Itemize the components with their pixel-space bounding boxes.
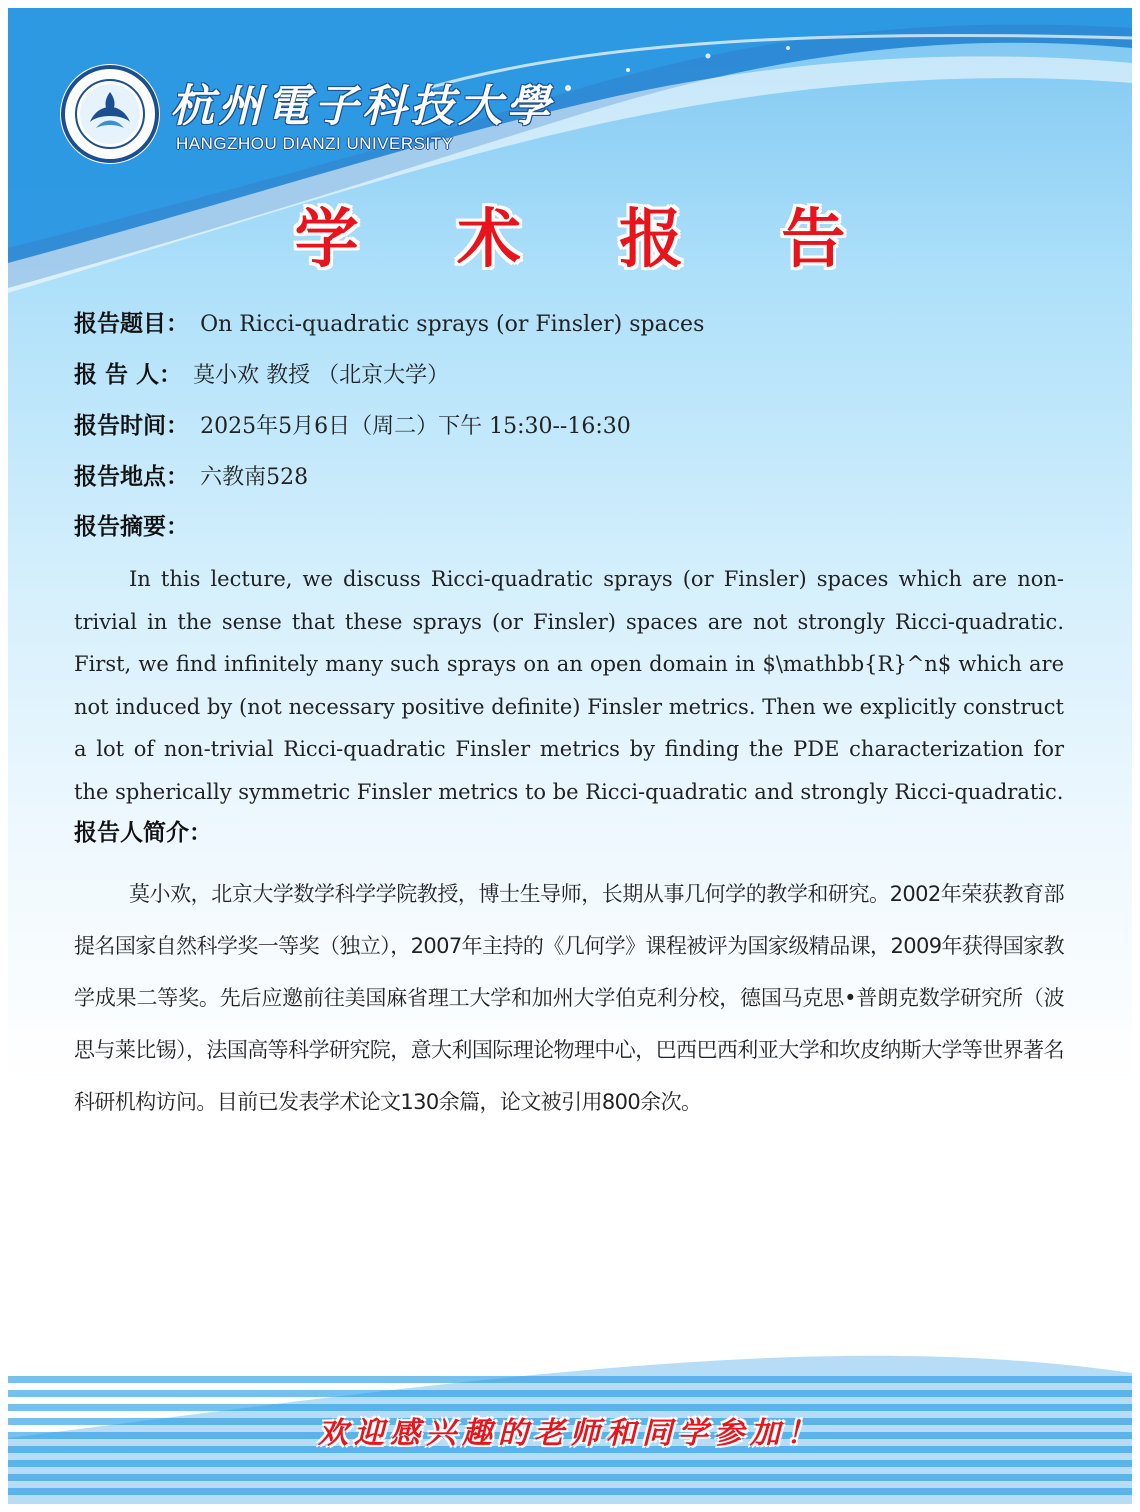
place-label: 报告地点： bbox=[74, 464, 189, 490]
topic-row bbox=[74, 304, 1064, 355]
bio-label: 报告人简介： bbox=[74, 820, 212, 846]
info-section bbox=[74, 304, 1064, 508]
topic-label: 报告题目： bbox=[74, 311, 189, 337]
university-name-en: HANGZHOU DIANZI UNIVERSITY bbox=[176, 134, 454, 153]
time-label: 报告时间： bbox=[74, 413, 189, 439]
place-value: 六教南528 bbox=[200, 465, 309, 490]
university-name-cn: 杭州電子科技大學 bbox=[170, 81, 554, 132]
footer-slogan: 欢迎感兴趣的老师和同学参加！ bbox=[318, 1416, 822, 1451]
time-value: 2025年5月6日（周二）下午 15:30--16:30 bbox=[200, 414, 631, 439]
speaker-row bbox=[74, 355, 1064, 406]
speaker-value: 莫小欢 教授 （北京大学） bbox=[193, 363, 450, 388]
bio-text: 莫小欢，北京大学数学科学学院教授，博士生导师，长期从事几何学的教学和研究。2002年荣获教育部提名国家自然科学奖一等奖（独立），2007年主持的《几何学》课程被评为国家级精品课，2009年获得国家教学成果二等奖。先后应邀前往美国麻省理工大学和加州大学伯克利分校，德国马克思•普朗克数学研究所（波思与莱比锡），法国高等科学研究院，意大利国际理论物理中心，巴西巴西利亚大学和坎皮纳斯大学等世界著名科研机构访问。目前已发表学术论文130余篇，论文被引用800余次。 bbox=[74, 882, 1064, 1114]
page-title: 学 术 报 告 bbox=[294, 203, 884, 277]
abstract-label: 报告摘要： bbox=[74, 514, 189, 540]
university-logo-block bbox=[58, 62, 554, 172]
university-seal-icon bbox=[58, 62, 162, 166]
time-row bbox=[74, 406, 1064, 457]
abstract-text: In this lecture, we discuss Ricci-quadratic sprays (or Finsler) spaces which are non-trivial in the sense that these sprays (or Finsler) spaces are not strongly Ricci-quadratic. First, we find infinitely many such sprays on an open domain in $\mathbb{R}^n$ which are not induced by (not necessary positive definite) Finsler metrics. Then we explicitly construct a lot of non-trivial Ricci-quadratic Finsler metrics by finding the PDE characterization for the spherically symmetric Finsler metrics to be Ricci-quadratic and strongly Ricci-quadratic. bbox=[74, 567, 1064, 804]
speaker-label: 报 告 人： bbox=[74, 362, 183, 388]
topic-value: On Ricci-quadratic sprays (or Finsler) spaces bbox=[200, 312, 705, 337]
poster bbox=[8, 8, 1132, 1504]
place-row bbox=[74, 457, 1064, 508]
